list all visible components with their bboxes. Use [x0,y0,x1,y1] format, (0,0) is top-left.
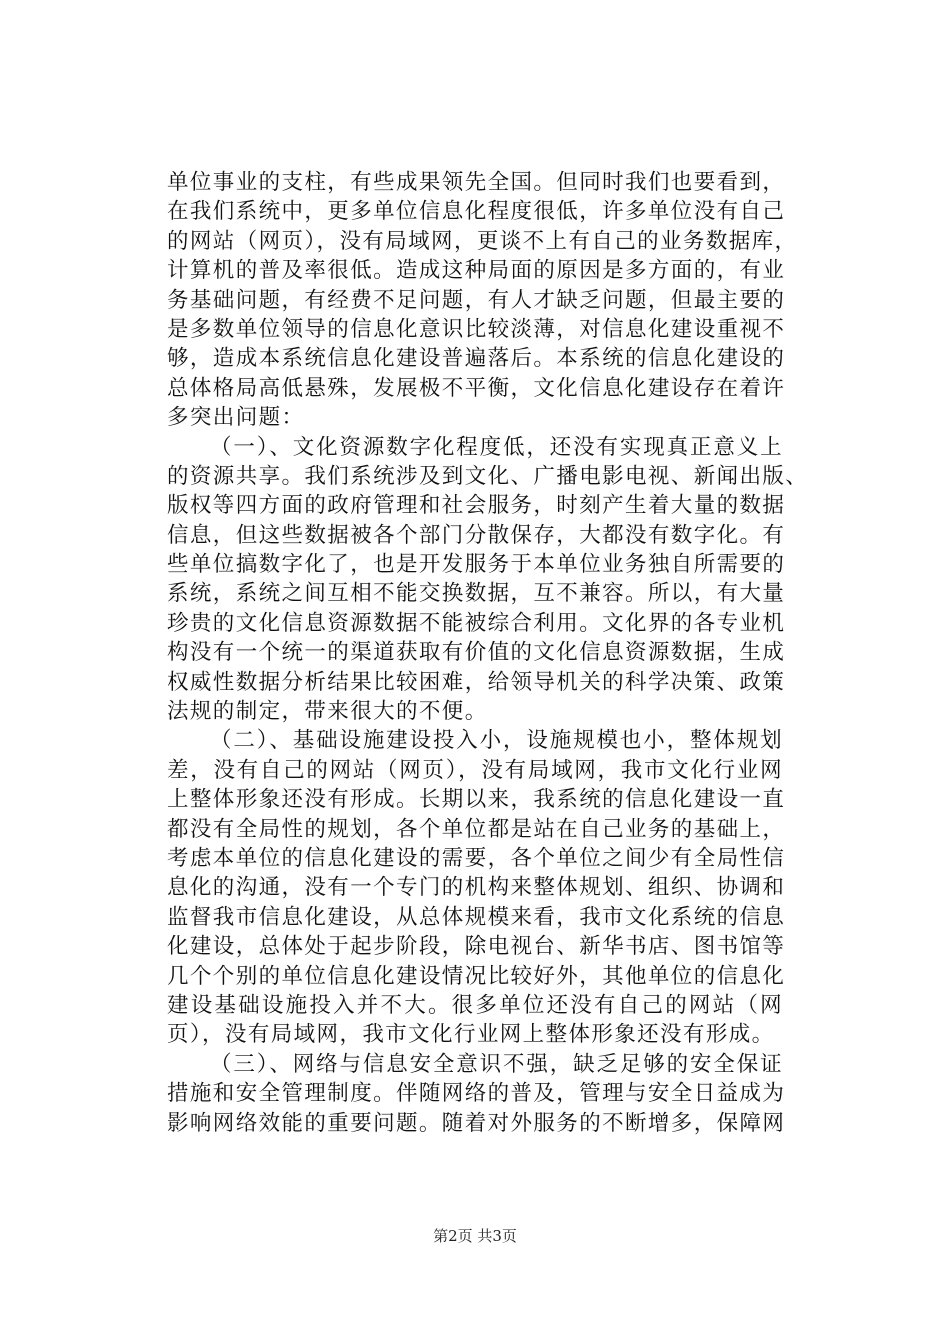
text-line: 的资源共享。我们系统涉及到文化、广播电影电视、新闻出版、 [167,463,809,489]
document-body [167,168,809,1138]
text-line: 上整体形象还没有形成。长期以来，我系统的信息化建设一直 [167,787,786,813]
text-line: 措施和安全管理制度。伴随网络的普及，管理与安全日益成为 [167,1081,786,1107]
text-line: 是多数单位领导的信息化意识比较淡薄，对信息化建设重视不 [167,316,786,342]
paragraph-heading-line: （三）、网络与信息安全意识不强，缺乏足够的安全保证 [210,1051,783,1077]
text-line: 的网站（网页），没有局域网，更谈不上有自己的业务数据库， [167,228,798,254]
text-line: 构没有一个统一的渠道获取有价值的文化信息资源数据，生成 [167,640,786,666]
text-line: 影响网络效能的重要问题。随着对外服务的不断增多，保障网 [167,1110,786,1136]
text-line: 计算机的普及率很低。造成这种局面的原因是多方面的，有业 [167,258,786,284]
paragraph-heading-line: （二）、基础设施建设投入小，设施规模也小，整体规划 [210,728,783,754]
text-line: 单位事业的支柱，有些成果领先全国。但同时我们也要看到， [167,170,786,195]
text-line: 信息，但这些数据被各个部门分散保存，大都没有数字化。有 [167,522,786,548]
text-line: 务基础问题，有经费不足问题，有人才缺乏问题，但最主要的 [167,287,786,313]
text-line: 版权等四方面的政府管理和社会服务，时刻产生着大量的数据 [167,493,786,519]
text-line: 法规的制定，带来很大的不便。 [167,699,488,725]
text-line: 建设基础设施投入并不大。很多单位还没有自己的网站（网 [167,992,783,1018]
text-line: 些单位搞数字化了，也是开发服务于本单位业务独自所需要的 [167,552,786,578]
text-line: 息化的沟通，没有一个专门的机构来整体规划、组织、协调和 [167,875,786,901]
text-line: 总体格局高低悬殊，发展极不平衡，文化信息化建设存在着许 [167,375,786,401]
text-line: 在我们系统中，更多单位信息化程度很低，许多单位没有自己 [167,199,786,225]
text-line: 都没有全局性的规划，各个单位都是站在自己业务的基础上， [167,816,786,842]
text-line: 化建设，总体处于起步阶段，除电视台、新华书店、图书馆等 [167,934,786,960]
text-line: 珍贵的文化信息资源数据不能被综合利用。文化界的各专业机 [167,610,786,636]
text-line: 多突出问题： [167,405,305,431]
text-line: 差，没有自己的网站（网页），没有局域网，我市文化行业网 [167,757,783,783]
paragraph-heading-line: （一）、文化资源数字化程度低，还没有实现真正意义上 [210,434,783,460]
text-line: 够，造成本系统信息化建设普遍落后。本系统的信息化建设的 [167,346,786,372]
text-line: 考虑本单位的信息化建设的需要，各个单位之间少有全局性信 [167,845,786,871]
text-line: 几个个别的单位信息化建设情况比较好外，其他单位的信息化 [167,963,786,989]
text-line: 系统，系统之间互相不能交换数据，互不兼容。所以，有大量 [167,581,786,607]
text-line: 权威性数据分析结果比较困难，给领导机关的科学决策、政策 [167,669,786,695]
text-line: 监督我市信息化建设，从总体规模来看，我市文化系统的信息 [167,904,786,930]
page-number-footer: 第2页 共3页 [433,1227,517,1245]
text-line: 页），没有局域网，我市文化行业网上整体形象还没有形成。 [167,1022,775,1048]
